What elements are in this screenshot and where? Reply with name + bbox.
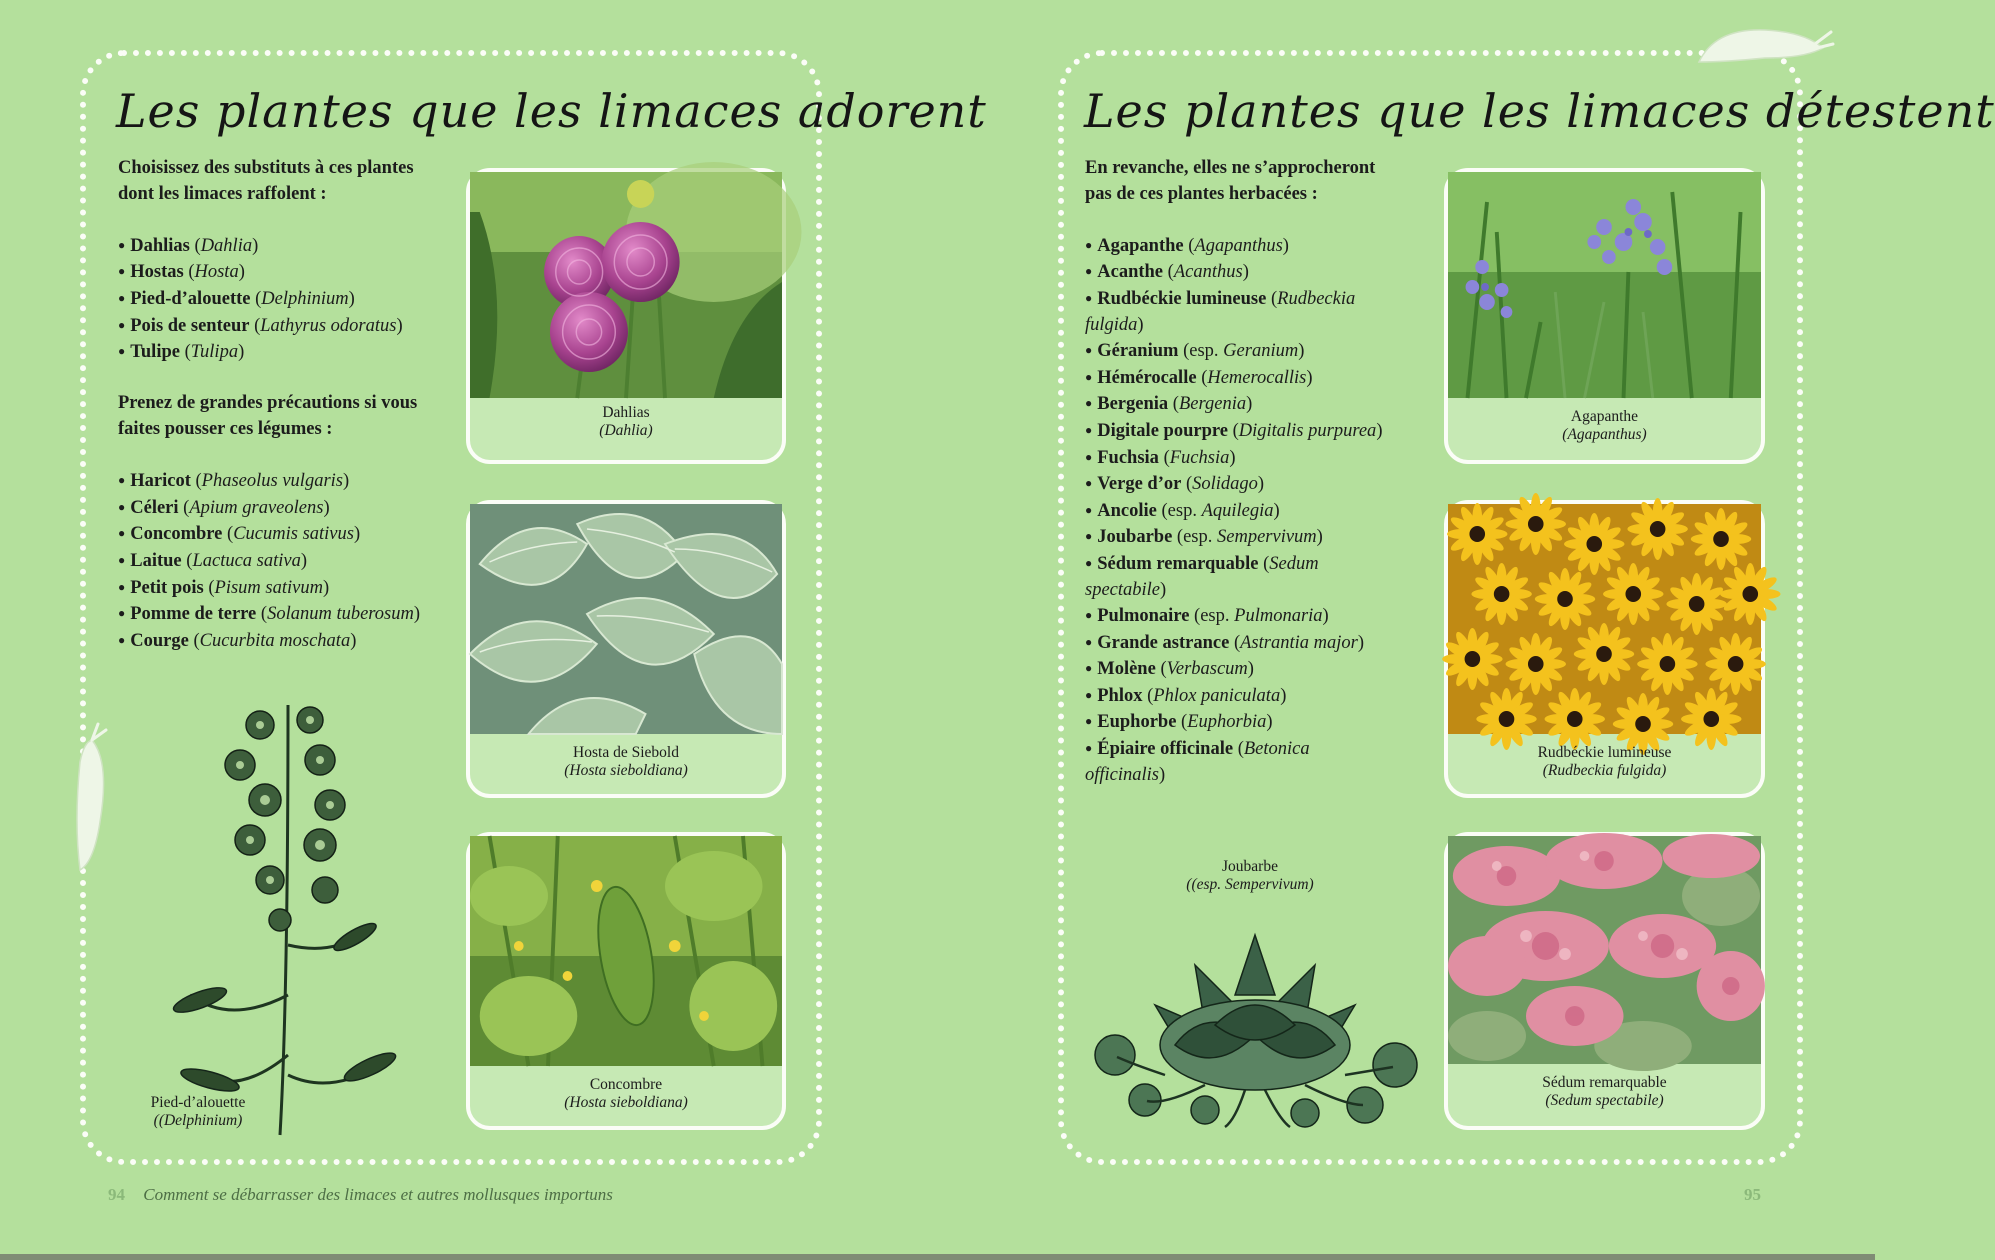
- plant-latin-name: Astrantia major: [1240, 632, 1358, 653]
- plant-list-item: ● Pomme de terre (Solanum tuberosum): [118, 601, 453, 628]
- slug-icon: [70, 722, 114, 872]
- plant-latin-name: Euphorbia: [1187, 712, 1267, 733]
- plant-latin-name: Lathyrus odoratus: [260, 315, 397, 336]
- plant-latin-name: Cucurbita moschata: [199, 630, 351, 651]
- plant-list-item: ● Laitue (Lactuca sativa): [118, 548, 453, 575]
- delphinium-illustration: [170, 695, 420, 1135]
- plant-common-name: Pois de senteur: [130, 315, 250, 336]
- plant-latin-name: Verbascum: [1166, 659, 1248, 680]
- plant-species-prefix: esp.: [1200, 606, 1230, 627]
- sedum-photo: [1448, 836, 1761, 1064]
- vegetables-list: [118, 468, 453, 654]
- sempervivum-caption-name: Joubarbe: [1222, 858, 1278, 875]
- plant-common-name: Hémérocalle: [1097, 367, 1197, 388]
- plant-common-name: Joubarbe: [1097, 527, 1173, 548]
- plant-common-name: Pomme de terre: [130, 604, 257, 625]
- plant-list-item: ● Grande astrance (Astrantia major): [1085, 630, 1390, 657]
- plant-latin-name: Digitalis purpurea: [1238, 420, 1377, 441]
- plant-latin-name: Solanum tuberosum: [267, 604, 414, 625]
- dahlias-caption-latin: (Dahlia): [599, 422, 653, 439]
- plant-list-item: ● Agapanthe (Agapanthus): [1085, 233, 1390, 260]
- right-page-title: Les plantes que les limaces détestent: [1084, 84, 1995, 138]
- left-intro-vegetables: Prenez de grandes précautions si vous faites pousser ces légumes :: [118, 393, 418, 439]
- photo-card-sedum: [1444, 832, 1765, 1130]
- plant-list-item: ● Épiaire officinale (Betonica officinalis): [1085, 736, 1390, 788]
- plant-common-name: Pied-d’alouette: [130, 288, 251, 309]
- plant-common-name: Sédum remarquable: [1097, 553, 1259, 574]
- plant-latin-name: Agapanthus: [1194, 235, 1283, 256]
- plant-common-name: Céleri: [130, 497, 179, 518]
- photo-card-rudbeckia: [1444, 500, 1765, 798]
- plant-list-item: ● Bergenia (Bergenia): [1085, 391, 1390, 418]
- plant-species-prefix: esp.: [1189, 341, 1219, 362]
- plant-list-item: ● Rudbéckie lumineuse (Rudbeckia fulgida): [1085, 286, 1390, 338]
- plant-common-name: Hostas: [130, 262, 184, 283]
- left-text-column: [118, 156, 453, 680]
- plant-common-name: Ancolie: [1097, 500, 1157, 521]
- plant-latin-name: Sempervivum: [1217, 527, 1317, 548]
- hosta-caption-name: Hosta de Siebold: [573, 744, 679, 761]
- plant-common-name: Acanthe: [1097, 262, 1164, 283]
- plant-list-item: ● Joubarbe (esp. Sempervivum): [1085, 524, 1390, 551]
- left-footer: [108, 1185, 613, 1205]
- delphinium-caption-name: Pied-d’alouette: [150, 1094, 246, 1111]
- plant-list-item: ● Euphorbe (Euphorbia): [1085, 709, 1390, 736]
- right-intro: En revanche, elles ne s’approcheront pas de ces plantes herbacées :: [1085, 158, 1376, 204]
- hosta-caption-latin: (Hosta sieboldiana): [564, 762, 688, 779]
- plant-list-item: ● Verge d’or (Solidago): [1085, 471, 1390, 498]
- plant-common-name: Épiaire officinale: [1097, 739, 1234, 760]
- plant-latin-name: Pisum sativum: [214, 577, 323, 598]
- delphinium-caption-latin: ((Delphinium): [153, 1112, 243, 1129]
- plant-list-item: ● Géranium (esp. Geranium): [1085, 338, 1390, 365]
- plant-list-item: ● Molène (Verbascum): [1085, 656, 1390, 683]
- plant-latin-name: Betonica officinalis: [1085, 739, 1310, 785]
- plant-latin-name: Acanthus: [1173, 262, 1243, 283]
- plant-list-item: ● Fuchsia (Fuchsia): [1085, 445, 1390, 472]
- plant-latin-name: Phaseolus vulgaris: [201, 471, 343, 492]
- plant-common-name: Fuchsia: [1097, 447, 1159, 468]
- rudbeckia-caption-name: Rudbéckie lumineuse: [1537, 744, 1672, 761]
- plant-common-name: Digitale pourpre: [1097, 420, 1228, 441]
- plant-list-item: ● Petit pois (Pisum sativum): [118, 575, 453, 602]
- plant-common-name: Petit pois: [130, 577, 204, 598]
- plant-list-item: ● Phlox (Phlox paniculata): [1085, 683, 1390, 710]
- plant-common-name: Dahlias: [130, 235, 190, 256]
- plant-common-name: Tulipe: [130, 342, 180, 363]
- right-page-number: 95: [1744, 1185, 1761, 1204]
- plant-latin-name: Lactuca sativa: [192, 550, 301, 571]
- agapanthus-caption-name: Agapanthe: [1570, 408, 1639, 425]
- cucumber-caption-name: Concombre: [589, 1076, 663, 1093]
- rudbeckia-caption-latin: (Rudbeckia fulgida): [1542, 762, 1667, 779]
- plant-list-item: ● Digitale pourpre (Digitalis purpurea): [1085, 418, 1390, 445]
- hosta-caption: [470, 734, 782, 794]
- plant-latin-name: Phlox paniculata: [1153, 685, 1281, 706]
- sempervivum-caption: [1150, 858, 1350, 894]
- plant-list-item: ● Ancolie (esp. Aquilegia): [1085, 498, 1390, 525]
- dahlias-photo: [470, 172, 782, 398]
- loved-plants-list: [118, 233, 453, 366]
- plant-latin-name: Cucumis sativus: [233, 524, 354, 545]
- sempervivum-caption-latin: ((esp. Sempervivum): [1186, 876, 1314, 893]
- plant-list-item: ● Concombre (Cucumis sativus): [118, 521, 453, 548]
- plant-species-prefix: esp.: [1167, 500, 1197, 521]
- plant-common-name: Verge d’or: [1097, 474, 1182, 495]
- left-page-title: Les plantes que les limaces adorent: [116, 84, 987, 138]
- left-intro-substitutes: Choisissez des substituts à ces plantes dont les limaces raffolent :: [118, 158, 414, 204]
- agapanthus-caption-latin: (Agapanthus): [1562, 426, 1647, 443]
- hated-plants-list: [1085, 233, 1390, 788]
- sedum-caption: [1448, 1064, 1761, 1126]
- plant-list-item: ● Céleri (Apium graveolens): [118, 495, 453, 522]
- plant-list-item: ● Pied-d’alouette (Delphinium): [118, 286, 453, 313]
- plant-common-name: Bergenia: [1097, 394, 1169, 415]
- dahlias-caption: [470, 394, 782, 460]
- plant-list-item: ● Haricot (Phaseolus vulgaris): [118, 468, 453, 495]
- plant-list-item: ● Dahlias (Dahlia): [118, 233, 453, 260]
- cucumber-caption: [470, 1066, 782, 1126]
- plant-common-name: Agapanthe: [1097, 235, 1184, 256]
- photo-card-hosta: [466, 500, 786, 798]
- plant-list-item: ● Courge (Cucurbita moschata): [118, 628, 453, 655]
- plant-common-name: Géranium: [1097, 341, 1179, 362]
- slug-icon-corner: [1695, 18, 1835, 68]
- plant-common-name: Laitue: [130, 550, 182, 571]
- plant-list-item: ● Acanthe (Acanthus): [1085, 259, 1390, 286]
- plant-list-item: ● Pois de senteur (Lathyrus odoratus): [118, 313, 453, 340]
- left-page-number: 94: [108, 1185, 125, 1204]
- plant-common-name: Haricot: [130, 471, 191, 492]
- plant-common-name: Courge: [130, 630, 189, 651]
- plant-latin-name: Geranium: [1223, 341, 1299, 362]
- agapanthus-photo: [1448, 172, 1761, 398]
- delphinium-caption: [118, 1094, 278, 1130]
- photo-card-agapanthus: [1444, 168, 1765, 464]
- dahlias-caption-name: Dahlias: [602, 404, 650, 421]
- cucumber-caption-latin: (Hosta sieboldiana): [564, 1094, 688, 1111]
- plant-list-item: ● Hostas (Hosta): [118, 259, 453, 286]
- plant-common-name: Phlox: [1097, 685, 1143, 706]
- plant-common-name: Pulmonaire: [1097, 606, 1190, 627]
- sempervivum-illustration: [1085, 905, 1425, 1130]
- page-bottom-edge: [0, 1254, 1875, 1260]
- plant-latin-name: Hemerocallis: [1207, 367, 1307, 388]
- plant-common-name: Rudbéckie lumineuse: [1097, 288, 1267, 309]
- plant-latin-name: Sedum spectabile: [1085, 553, 1319, 600]
- right-text-column: [1085, 156, 1390, 814]
- plant-latin-name: Bergenia: [1178, 394, 1247, 415]
- plant-latin-name: Delphinium: [261, 288, 349, 309]
- sedum-caption-name: Sédum remarquable: [1542, 1074, 1667, 1091]
- plant-species-prefix: esp.: [1183, 527, 1213, 548]
- photo-card-dahlias: [466, 168, 786, 464]
- plant-latin-name: Apium graveolens: [189, 497, 324, 518]
- plant-list-item: ● Tulipe (Tulipa): [118, 339, 453, 366]
- plant-list-item: ● Hémérocalle (Hemerocallis): [1085, 365, 1390, 392]
- plant-common-name: Concombre: [130, 524, 223, 545]
- plant-list-item: ● Pulmonaire (esp. Pulmonaria): [1085, 603, 1390, 630]
- rudbeckia-caption: [1448, 734, 1761, 794]
- plant-latin-name: Fuchsia: [1169, 447, 1230, 468]
- sedum-caption-latin: (Sedum spectabile): [1545, 1092, 1664, 1109]
- plant-latin-name: Dahlia: [200, 235, 253, 256]
- plant-latin-name: Solidago: [1192, 474, 1258, 495]
- cucumber-photo: [470, 836, 782, 1066]
- plant-list-item: ● Sédum remarquable (Sedum spectabile): [1085, 551, 1390, 603]
- plant-common-name: Euphorbe: [1097, 712, 1177, 733]
- running-title: Comment se débarrasser des limaces et autres mollusques importuns: [143, 1185, 613, 1204]
- plant-latin-name: Pulmonaria: [1234, 606, 1323, 627]
- plant-latin-name: Tulipa: [190, 342, 239, 363]
- agapanthus-caption: [1448, 394, 1761, 460]
- plant-latin-name: Rudbeckia fulgida: [1085, 288, 1356, 335]
- hosta-photo: [470, 504, 782, 734]
- plant-common-name: Molène: [1097, 659, 1156, 680]
- plant-latin-name: Hosta: [194, 262, 239, 283]
- rudbeckia-photo: [1448, 504, 1761, 734]
- photo-card-cucumber: [466, 832, 786, 1130]
- plant-latin-name: Aquilegia: [1201, 500, 1274, 521]
- plant-common-name: Grande astrance: [1097, 632, 1230, 653]
